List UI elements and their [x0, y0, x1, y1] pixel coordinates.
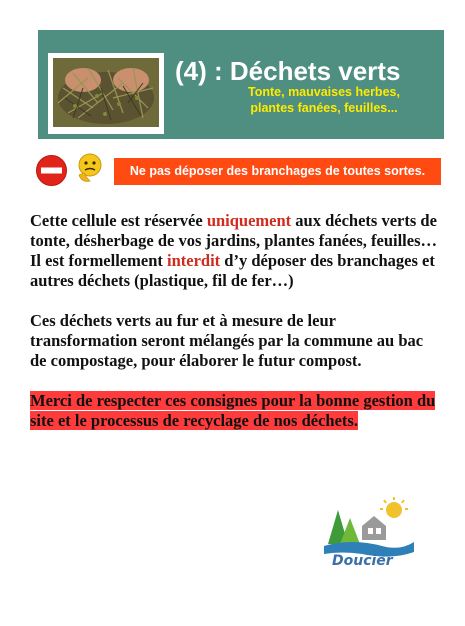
- no-entry-icon: [36, 155, 67, 186]
- page-subtitle: [219, 84, 429, 116]
- paragraph-usage: [30, 211, 440, 251]
- text-segment: d’y déposer des branchages et autres déchets (plastique, fil de fer…): [30, 251, 435, 290]
- header-banner: [38, 30, 444, 139]
- warning-banner: Ne pas déposer des branchages de toutes sortes.: [114, 158, 441, 185]
- text-segment: Cette cellule est réservée: [30, 211, 207, 230]
- logo-wordmark: Doucier: [332, 553, 393, 568]
- text-segment: Il est formellement: [30, 251, 167, 270]
- page-title: (4) : Déchets verts: [175, 56, 401, 86]
- worried-face-icon: [76, 153, 104, 185]
- paragraph-forbidden: [30, 251, 440, 291]
- doucier-logo: [322, 496, 416, 568]
- photo-frame: [48, 53, 164, 134]
- paragraph-compost: Ces déchets verts au fur et à mesure de leur transformation seront mélangés par la commune au bac de compostage, pour élaborer le futur compost.: [30, 311, 424, 370]
- emphasis-interdit: interdit: [167, 251, 221, 270]
- green-waste-photo: [53, 58, 159, 127]
- emphasis-uniquement: uniquement: [206, 211, 292, 230]
- paragraph-thanks: [30, 391, 440, 431]
- body-text: [30, 211, 440, 431]
- warning-row: [34, 153, 426, 189]
- subtitle-line-2: plantes fanées, feuilles...: [250, 101, 398, 115]
- text-segment: aux déchets verts de tonte, désherbage de vos jardins, plantes fanées, feuilles…: [30, 211, 437, 250]
- highlighted-thanks: Merci de respecter ces consignes pour la bonne gestion du site et le processus de recyclage de nos déchets.: [30, 391, 436, 430]
- subtitle-line-1: Tonte, mauvaises herbes,: [248, 85, 400, 99]
